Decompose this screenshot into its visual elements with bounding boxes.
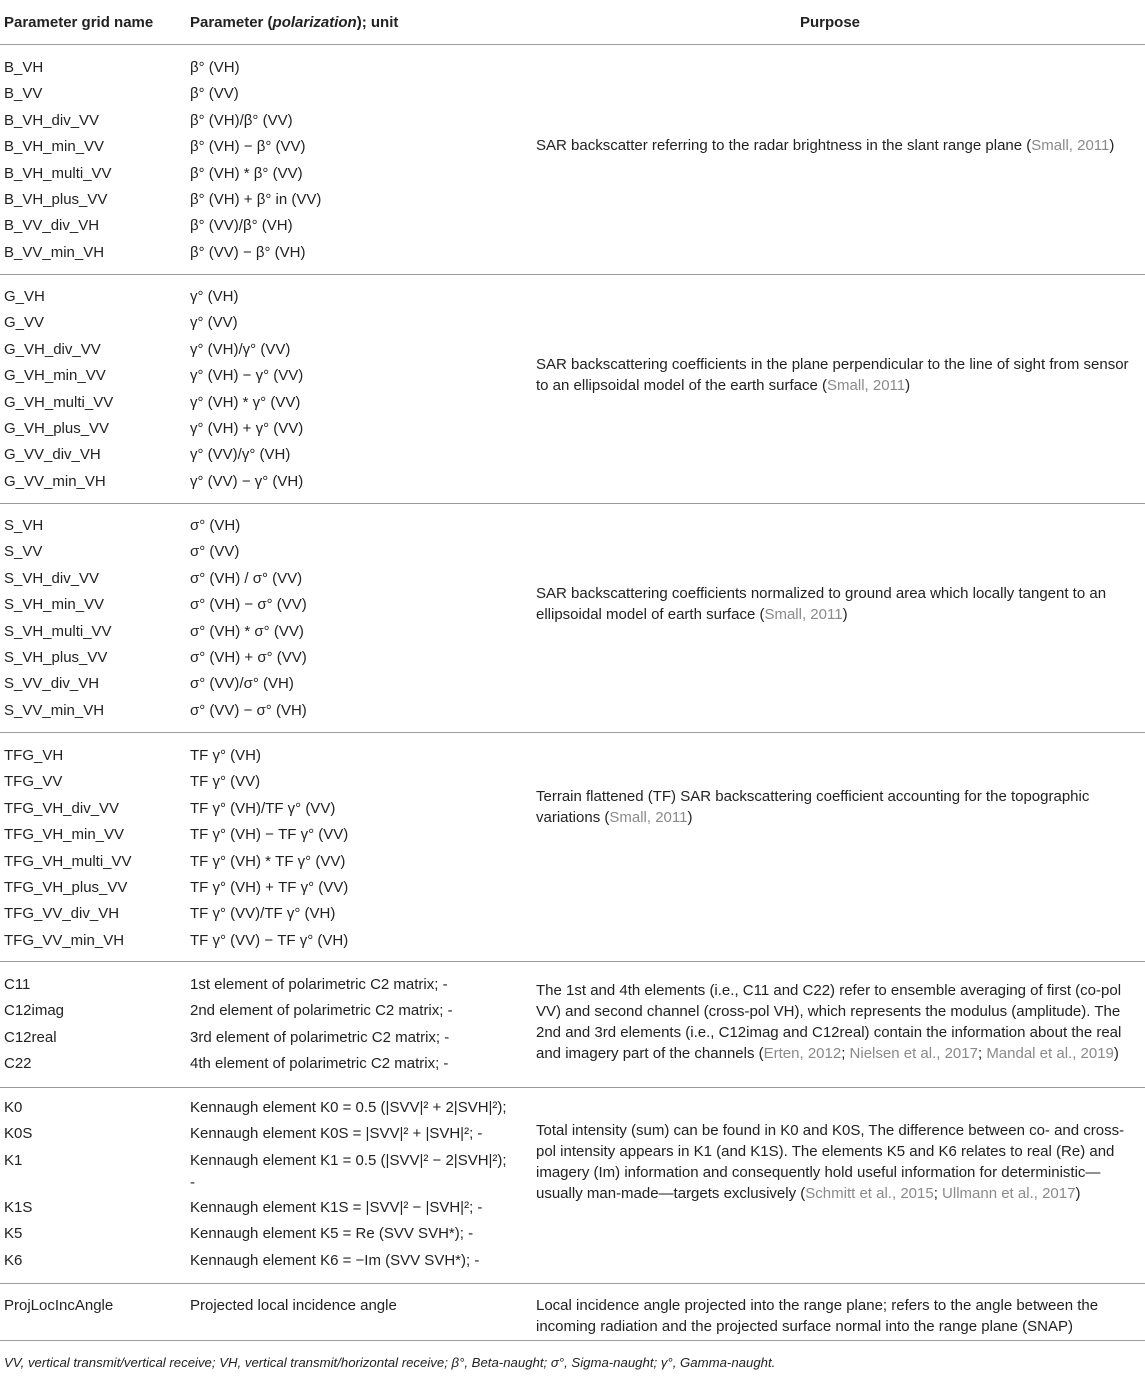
row-parameter-definition: Projected local incidence angle <box>190 1297 397 1314</box>
row-parameter-name: B_VV_div_VH <box>4 217 100 235</box>
row-parameter-name: K0 <box>4 1099 23 1116</box>
row-parameter-name: S_VH_plus_VV <box>4 649 108 666</box>
row-parameter-definition: σ° (VH) * σ° (VV) <box>190 622 304 640</box>
row-parameter-name: B_VH <box>4 59 44 76</box>
row-parameter-name: B_VH_div_VV <box>4 111 100 129</box>
row-parameter-definition: γ° (VV) <box>190 314 238 332</box>
row-parameter-name: S_VH_multi_VV <box>4 622 112 640</box>
row-parameter-definition: Kennaugh element K0 = 0.5 (|SVV|² + 2|SVH|²); <box>190 1099 507 1116</box>
row-parameter-definition: β° (VH)/β° (VV) <box>190 111 293 129</box>
row-parameter-definition: 1st element of polarimetric C2 matrix; - <box>190 976 448 993</box>
row-parameter-name: TFG_VH <box>4 747 64 764</box>
row-parameter-definition: σ° (VV) − σ° (VH) <box>190 701 307 719</box>
header-parameter-italic: polarization <box>272 14 357 31</box>
citation-link[interactable]: Erten, 2012 <box>763 1045 842 1062</box>
citation-link[interactable]: Small, 2011 <box>827 377 906 394</box>
row-parameter-definition: γ° (VH) * γ° (VV) <box>190 393 301 411</box>
purpose-suffix: ) <box>1075 1185 1081 1202</box>
citation-link[interactable]: Nielsen et al., 2017 <box>849 1045 978 1062</box>
row-parameter-definition: Kennaugh element K1S = |SVV|² − |SVH|²; - <box>190 1199 483 1216</box>
row-parameter-name: B_VH_multi_VV <box>4 164 112 182</box>
group-divider <box>0 274 1145 275</box>
row-parameter-name: K6 <box>4 1252 23 1269</box>
row-parameter-definition: γ° (VV) − γ° (VH) <box>190 472 304 490</box>
row-parameter-definition: σ° (VH) − σ° (VV) <box>190 596 307 614</box>
row-parameter-definition: β° (VV) − β° (VH) <box>190 243 306 261</box>
purpose-suffix: ) <box>687 809 693 826</box>
row-parameter-name: G_VV_div_VH <box>4 446 101 464</box>
row-parameter-name: G_VH <box>4 288 45 305</box>
header-parameter-pre: Parameter ( <box>190 14 273 31</box>
header-purpose: Purpose <box>800 14 861 31</box>
row-parameter-definition: σ° (VH) + σ° (VV) <box>190 649 307 666</box>
header-parameter-post: ); unit <box>356 14 399 31</box>
row-parameter-definition: TF γ° (VH) * TF γ° (VV) <box>190 852 346 870</box>
row-parameter-definition: Kennaugh element K0S = |SVV|² + |SVH|²; - <box>190 1125 483 1142</box>
purpose-body: SAR backscattering coefficients in the plane perpendicular to the line of sight from sensor to an ellipsoidal model of the earth surface <box>536 356 1129 394</box>
row-parameter-definition: β° (VH) + β° in (VV) <box>190 191 322 208</box>
row-parameter-definition: TF γ° (VH) + TF γ° (VV) <box>190 879 349 896</box>
row-parameter-name: K1S <box>4 1199 33 1216</box>
header-parameter-grid-name: Parameter grid name <box>4 14 154 31</box>
row-parameter-name: B_VV <box>4 85 43 103</box>
purpose-suffix: ) <box>842 606 848 623</box>
row-parameter-definition: TF γ° (VV)/TF γ° (VH) <box>190 905 336 923</box>
citation-link[interactable]: Ullmann et al., 2017 <box>942 1185 1076 1202</box>
row-parameter-name: G_VH_min_VV <box>4 367 106 385</box>
citation-link[interactable]: Small, 2011 <box>609 809 688 826</box>
row-parameter-definition: Kennaugh element K6 = −Im (SVV SVH*); - <box>190 1252 480 1269</box>
purpose-suffix: ) <box>1113 1045 1119 1062</box>
row-parameter-definition: σ° (VH) <box>190 517 241 534</box>
citation-link[interactable]: Schmitt et al., 2015 <box>805 1185 934 1202</box>
row-parameter-name: K0S <box>4 1125 33 1142</box>
row-parameter-name: G_VV <box>4 314 45 332</box>
purpose-body: SAR backscattering coefficients normalized to ground area which locally tangent to an ellipsoidal model of earth surface <box>536 585 1107 623</box>
row-parameter-definition: β° (VH) − β° (VV) <box>190 138 306 156</box>
row-parameter-name: C22 <box>4 1055 32 1073</box>
purpose-suffix: ) <box>905 377 911 394</box>
row-parameter-name: B_VH_min_VV <box>4 138 105 156</box>
purpose-text: SAR backscatter referring to the radar brightness in the slant range plane (Small, 2011) <box>536 137 1115 154</box>
row-parameter-definition: TF γ° (VH) <box>190 747 261 764</box>
header-parameter <box>190 14 398 31</box>
row-parameter-definition: Kennaugh element K1 = 0.5 (|SVV|² − 2|SVH|²); <box>190 1152 507 1169</box>
row-parameter-definition: 2nd element of polarimetric C2 matrix; - <box>190 1002 453 1020</box>
table-bottom-border <box>0 1340 1145 1341</box>
row-parameter-definition: γ° (VH) − γ° (VV) <box>190 367 304 385</box>
row-parameter-name: S_VH_min_VV <box>4 596 105 614</box>
row-parameter-definition: σ° (VV)/σ° (VH) <box>190 675 294 693</box>
row-parameter-definition: Kennaugh element K5 = Re (SVV SVH*); - <box>190 1225 474 1242</box>
purpose-text: SAR backscattering coefficients normalized to ground area which locally tangent to an ellipsoidal model of earth surface (Small, 2011) <box>536 585 1107 623</box>
purpose-body: The 1st and 4th elements (i.e., C11 and C22) refer to ensemble averaging of first (co-pol VV) and second channel (cross-pol VH), which represents the modulus (amplitude). The 2nd and 3rd elements (i.e., C12imag and C12real) contain the information about the real and imagery part of the channels <box>536 982 1122 1062</box>
purpose-body: SAR backscatter referring to the radar brightness in the slant range plane <box>536 137 1027 154</box>
group-divider <box>0 961 1145 962</box>
group-divider <box>0 1283 1145 1284</box>
citation-link[interactable]: Small, 2011 <box>764 606 843 623</box>
purpose-text: The 1st and 4th elements (i.e., C11 and C22) refer to ensemble averaging of first (co-pol VV) and second channel (cross-pol VH), which represents the modulus (amplitude). The 2nd and 3rd elements (i.e., C12imag and C12real) contain the information about the real and imagery part of the channels (Erten, 2012; Nielsen et al., 2017; Mandal et al., 2019) <box>536 982 1122 1062</box>
row-parameter-definition: γ° (VH) + γ° (VV) <box>190 420 304 437</box>
row-parameter-continuation: - <box>190 1174 195 1191</box>
row-parameter-name: S_VV_min_VH <box>4 701 105 719</box>
row-parameter-definition: TF γ° (VV) <box>190 773 261 791</box>
row-parameter-name: TFG_VH_plus_VV <box>4 879 128 896</box>
row-parameter-definition: β° (VH) * β° (VV) <box>190 164 303 182</box>
row-parameter-definition: 4th element of polarimetric C2 matrix; - <box>190 1055 449 1073</box>
row-parameter-name: K5 <box>4 1225 23 1242</box>
row-parameter-name: S_VH_div_VV <box>4 569 100 587</box>
row-parameter-name: K1 <box>4 1152 23 1169</box>
row-parameter-definition: TF γ° (VV) − TF γ° (VH) <box>190 931 349 949</box>
citation-link[interactable]: Small, 2011 <box>1031 137 1110 154</box>
row-parameter-definition: TF γ° (VH)/TF γ° (VV) <box>190 799 336 817</box>
purpose-suffix: ) <box>1109 137 1115 154</box>
row-parameter-definition: TF γ° (VH) − TF γ° (VV) <box>190 826 349 844</box>
row-parameter-name: B_VH_plus_VV <box>4 191 108 208</box>
row-parameter-name: TFG_VV <box>4 773 63 791</box>
table-footnote: VV, vertical transmit/vertical receive; VH, vertical transmit/horizontal receive; β°, Beta-naught; σ°, Sigma-naught; γ°, Gamma-naught. <box>4 1355 776 1370</box>
row-parameter-definition: β° (VV) <box>190 85 239 103</box>
row-parameter-name: C11 <box>4 976 31 993</box>
group-divider <box>0 732 1145 733</box>
row-parameter-name: C12imag <box>4 1002 65 1020</box>
row-parameter-name: G_VH_multi_VV <box>4 393 114 411</box>
row-parameter-definition: σ° (VV) <box>190 543 240 561</box>
row-parameter-name: S_VV <box>4 543 43 561</box>
row-parameter-name: TFG_VV_min_VH <box>4 931 125 949</box>
row-parameter-name: G_VH_plus_VV <box>4 420 110 437</box>
row-parameter-definition: σ° (VH) / σ° (VV) <box>190 569 303 587</box>
purpose-text: Total intensity (sum) can be found in K0 and K0S, The difference between co- and cross-pol intensity appears in K1 (and K1S). The elements K5 and K6 relates to real (Re) and imagery (Im) information and consequently hold useful information for deterministic—usually man-made—targets exclusively (Schmitt et al., 2015; Ullmann et al., 2017) <box>536 1122 1125 1202</box>
row-parameter-definition: β° (VV)/β° (VH) <box>190 217 293 235</box>
row-parameter-name: TFG_VH_min_VV <box>4 826 125 844</box>
row-parameter-name: G_VV_min_VH <box>4 472 106 490</box>
row-parameter-definition: γ° (VH) <box>190 288 239 305</box>
row-parameter-definition: 3rd element of polarimetric C2 matrix; - <box>190 1028 450 1046</box>
purpose-text: Terrain flattened (TF) SAR backscattering coefficient accounting for the topographic variations (Small, 2011) <box>536 788 1090 826</box>
purpose-body: Terrain flattened (TF) SAR backscattering coefficient accounting for the topographic variations <box>536 788 1090 826</box>
header-divider <box>0 44 1145 45</box>
row-parameter-name: ProjLocIncAngle <box>4 1297 114 1314</box>
group-divider <box>0 503 1145 504</box>
row-parameter-definition: γ° (VH)/γ° (VV) <box>190 340 291 358</box>
purpose-text <box>536 1295 1140 1337</box>
row-parameter-name: C12real <box>4 1028 57 1046</box>
row-parameter-name: S_VV_div_VH <box>4 675 100 693</box>
row-parameter-name: G_VH_div_VV <box>4 340 101 358</box>
group-divider <box>0 1087 1145 1088</box>
purpose-text: SAR backscattering coefficients in the plane perpendicular to the line of sight from sensor to an ellipsoidal model of the earth surface (Small, 2011) <box>536 356 1129 394</box>
row-parameter-definition: γ° (VV)/γ° (VH) <box>190 446 291 464</box>
row-parameter-name: TFG_VH_multi_VV <box>4 852 132 870</box>
row-parameter-name: TFG_VV_div_VH <box>4 905 120 923</box>
row-parameter-definition: β° (VH) <box>190 59 240 76</box>
citation-link[interactable]: Mandal et al., 2019 <box>986 1045 1114 1062</box>
purpose-body: Local incidence angle projected into the range plane; refers to the angle between the incoming radiation and the projected surface normal into the range plane (SNAP) <box>536 1297 1099 1335</box>
row-parameter-name: B_VV_min_VH <box>4 243 105 261</box>
row-parameter-name: S_VH <box>4 517 44 534</box>
row-parameter-name: TFG_VH_div_VV <box>4 799 120 817</box>
purpose-body: Total intensity (sum) can be found in K0 and K0S, The difference between co- and cross-pol intensity appears in K1 (and K1S). The elements K5 and K6 relates to real (Re) and imagery (Im) information and consequently hold useful information for deterministic—usually man-made—targets exclusively <box>536 1122 1125 1202</box>
